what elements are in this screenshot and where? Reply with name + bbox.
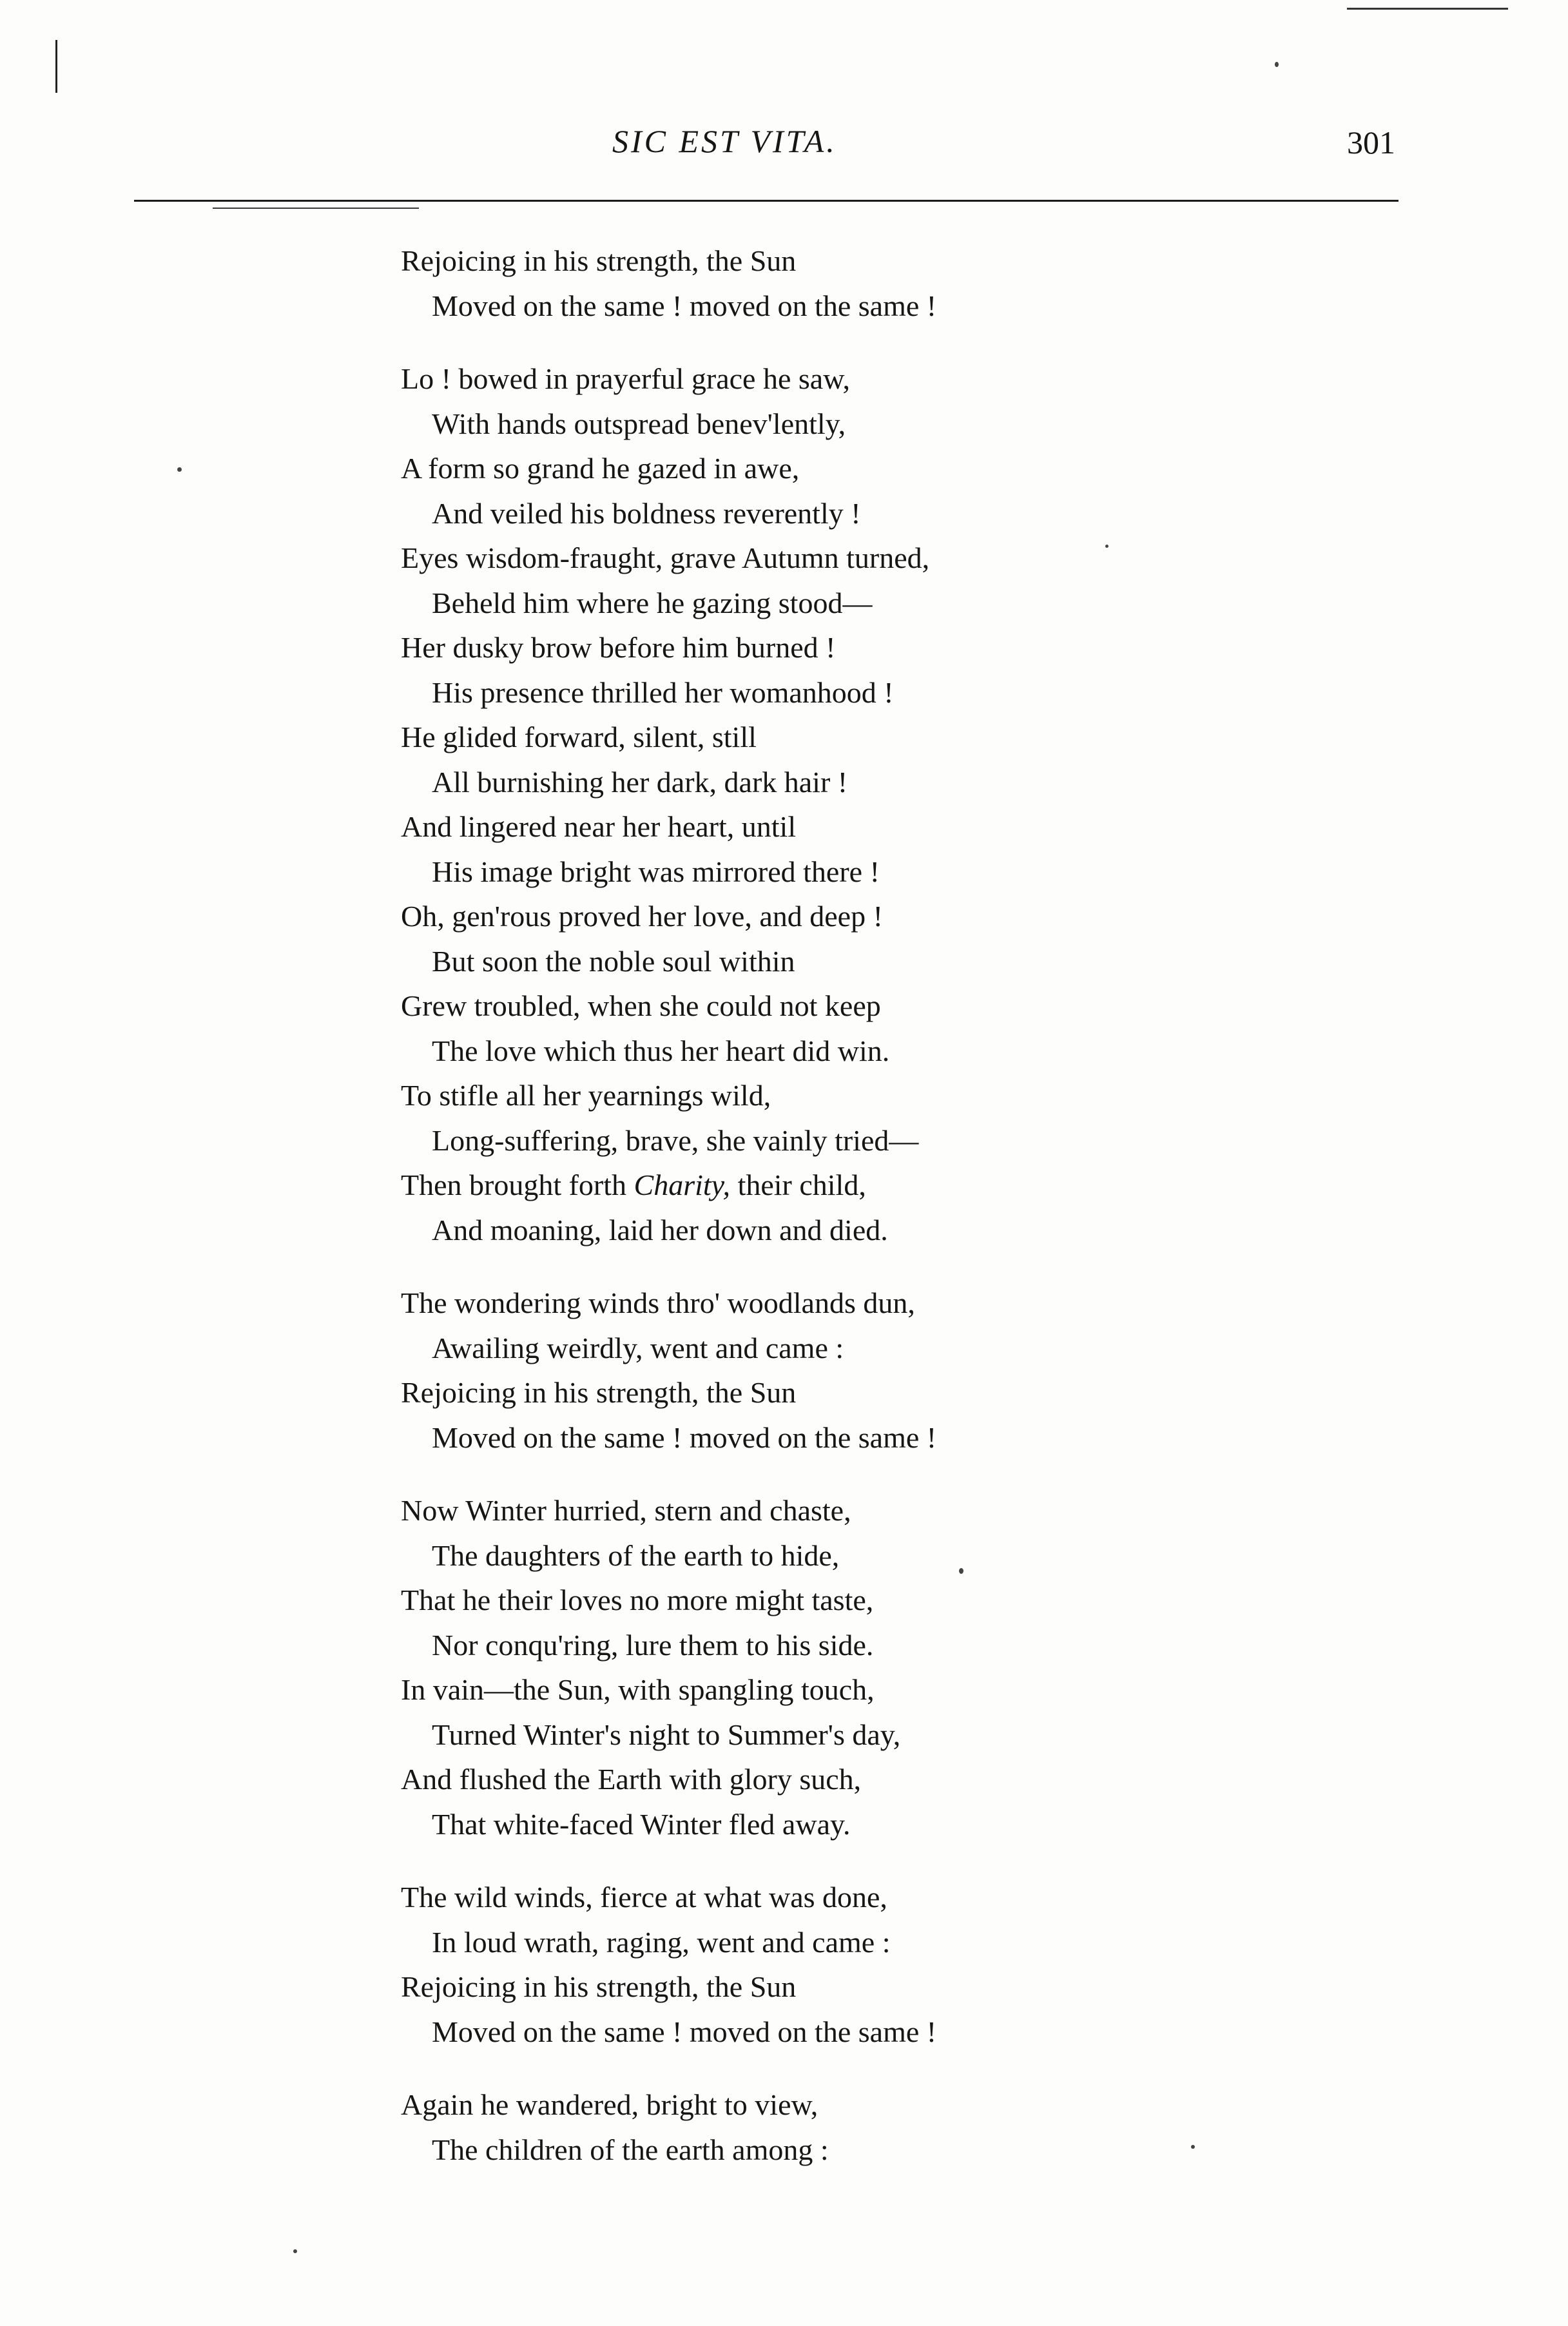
poem-body [401,238,1174,2200]
poem-line [401,1712,1174,1758]
stanza [401,356,1174,1252]
poem-line-text: The love which thus her heart did win. [432,1034,890,1067]
poem-line-text: Rejoicing in his strength, the Sun [401,244,797,277]
poem-line [401,1920,1174,1965]
poem-line [401,1757,1174,1802]
poem-line-text: Then brought forth [401,1168,634,1201]
poem-line [401,284,1174,329]
poem-line-text: Moved on the same ! moved on the same ! [432,289,937,322]
stanza [401,1281,1174,1460]
print-speck [293,2249,297,2253]
poem-line-text: The children of the earth among : [432,2133,829,2166]
poem-line [401,804,1174,849]
poem-line-text: His presence thrilled her womanhood ! [432,675,894,709]
poem-line-text: Grew troubled, when she could not keep [401,989,881,1022]
poem-line-text: To stifle all her yearnings wild, [401,1079,771,1112]
poem-line-text: Her dusky brow before him burned ! [401,631,836,664]
poem-line [401,1370,1174,1415]
poem-line-italic: Charity, [634,1168,731,1201]
poem-line-text: A form so grand he gazed in awe, [401,452,800,485]
poem-line [401,1415,1174,1460]
poem-line [401,894,1174,939]
poem-line-text: And moaning, laid her down and died. [432,1213,888,1246]
poem-line [401,1875,1174,1920]
poem-line-text: Now Winter hurried, stern and chaste, [401,1494,851,1527]
poem-line-text: Moved on the same ! moved on the same ! [432,2015,937,2048]
poem-line-text: Rejoicing in his strength, the Sun [401,1970,797,2003]
poem-line [401,1326,1174,1371]
page-number: 301 [1347,124,1395,160]
poem-line [401,491,1174,536]
poem-line-text: That he their loves no more might taste, [401,1584,874,1616]
poem-line-text: Moved on the same ! moved on the same ! [432,1420,937,1454]
poem-line [401,238,1174,284]
edge-mark [55,40,57,93]
poem-line-text: their child, [730,1168,866,1201]
poem-line [401,1073,1174,1118]
poem-line-text: And veiled his boldness reverently ! [432,496,861,530]
poem-line [401,1667,1174,1712]
poem-line-text: Turned Winter's night to Summer's day, [432,1718,901,1751]
poem-line [401,670,1174,715]
poem-line-text: The wild winds, fierce at what was done, [401,1881,887,1914]
poem-line-text: Long-suffering, brave, she vainly tried— [432,1123,919,1157]
poem-line [401,1623,1174,1668]
running-title: SIC EST VITA. [612,123,837,159]
stanza [401,1875,1174,2054]
poem-line-text: Rejoicing in his strength, the Sun [401,1376,797,1409]
poem-line [401,2010,1174,2055]
stanza [401,2082,1174,2172]
poem-line [401,760,1174,805]
poem-line [401,1533,1174,1578]
poem-line-text: The daughters of the earth to hide, [432,1538,840,1572]
header-rule-secondary [213,208,419,209]
poem-line [401,1208,1174,1253]
poem-line [401,984,1174,1029]
poem-line [401,1029,1174,1074]
header-rule [134,200,1399,202]
poem-line-text: Oh, gen'rous proved her love, and deep ! [401,900,883,933]
poem-line [401,1281,1174,1326]
poem-line [401,1964,1174,2010]
poem-line [401,1163,1174,1208]
poem-line-text: That white-faced Winter fled away. [432,1807,851,1841]
print-speck [177,467,182,472]
poem-line [401,1802,1174,1847]
poem-line-text: His image bright was mirrored there ! [432,855,880,888]
poem-line [401,625,1174,670]
poem-line [401,939,1174,984]
poem-line [401,715,1174,760]
print-speck [1105,545,1108,548]
poem-line-text: And lingered near her heart, until [401,810,797,843]
poem-line [401,356,1174,402]
poem-line [401,849,1174,895]
poem-line [401,446,1174,491]
poem-line-text: All burnishing her dark, dark hair ! [432,765,848,799]
poem-line-text: With hands outspread benev'lently, [432,407,846,440]
print-speck [959,1568,963,1574]
print-speck [1275,62,1279,67]
stanza [401,1488,1174,1846]
poem-line [401,2082,1174,2127]
poem-line-text: He glided forward, silent, still [401,721,757,753]
poem-line-text: In loud wrath, raging, went and came : [432,1925,891,1959]
poem-line-text: Awailing weirdly, went and came : [432,1331,844,1364]
corner-rule [1347,8,1508,10]
poem-line [401,581,1174,626]
poem-line [401,1578,1174,1623]
poem-line-text: Eyes wisdom-fraught, grave Autumn turned, [401,541,930,574]
poem-line-text: Again he wandered, bright to view, [401,2088,818,2121]
poem-line-text: But soon the noble soul within [432,944,795,978]
poem-line-text: In vain—the Sun, with spangling touch, [401,1673,875,1706]
poem-line [401,1488,1174,1533]
poem-line-text: Nor conqu'ring, lure them to his side. [432,1628,874,1662]
poem-line-text: The wondering winds thro' woodlands dun, [401,1286,915,1319]
poem-line-text: Lo ! bowed in prayerful grace he saw, [401,362,850,395]
print-speck [1191,2145,1195,2149]
poem-line-text: And flushed the Earth with glory such, [401,1763,862,1796]
poem-line [401,402,1174,447]
poem-line-text: Beheld him where he gazing stood— [432,586,873,619]
poem-line [401,536,1174,581]
poem-line [401,1118,1174,1163]
poem-line [401,2127,1174,2173]
stanza [401,238,1174,328]
